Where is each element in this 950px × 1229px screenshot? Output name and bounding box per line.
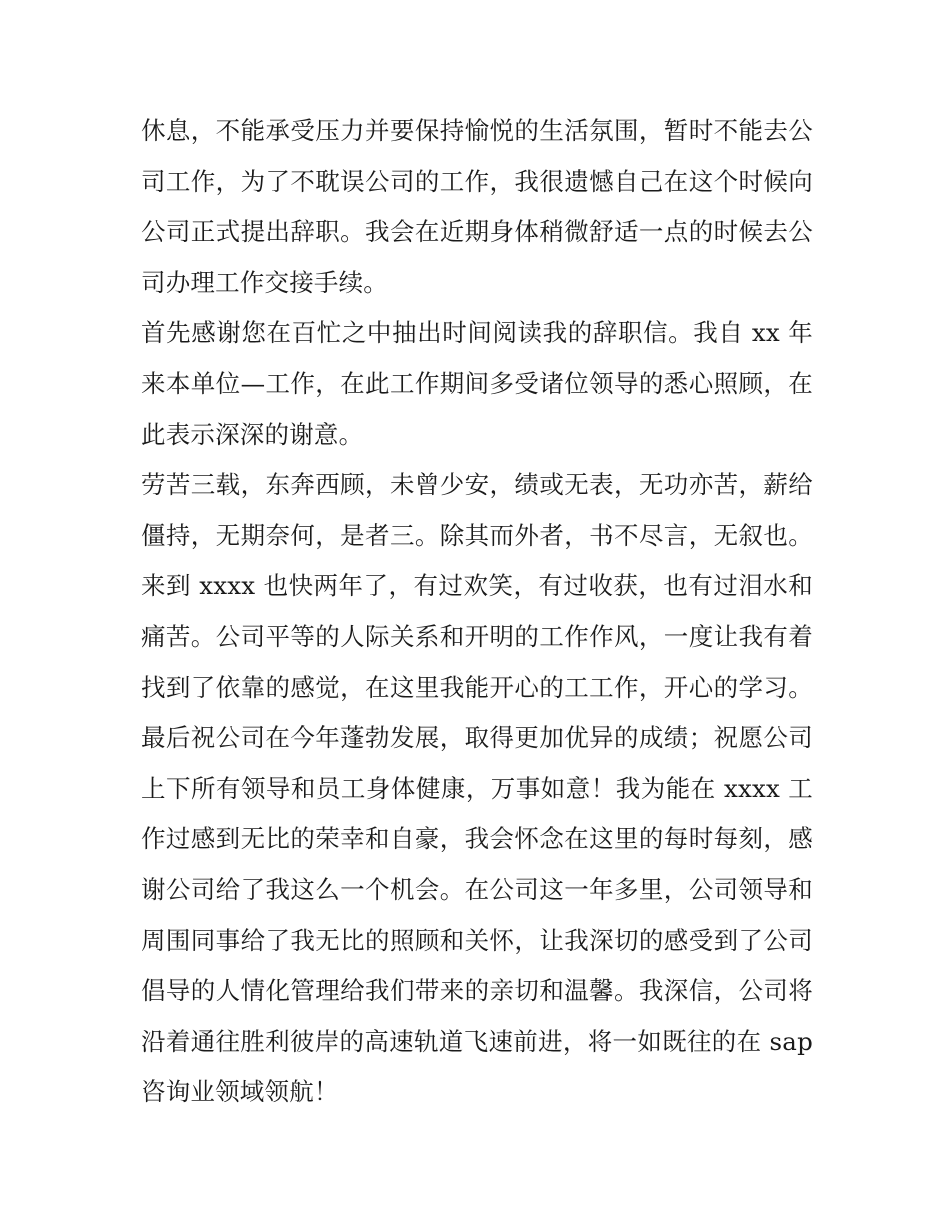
- text-line: 来本单位—工作，在此工作期间多受诸位领导的悉心照顾，在: [141, 368, 813, 398]
- text-line: 来到 xxxx 也快两年了，有过欢笑，有过收获，也有过泪水和: [141, 571, 813, 601]
- text-line: 上下所有领导和员工身体健康，万事如意！我为能在 xxxx 工: [141, 773, 813, 803]
- text-line: 周围同事给了我无比的照顾和关怀，让我深切的感受到了公司: [141, 925, 813, 955]
- text-line: 沿着通往胜利彼岸的高速轨道飞速前进，将一如既往的在 sap: [141, 1026, 813, 1056]
- text-line: 司办理工作交接手续。: [141, 267, 388, 297]
- letter-body: [141, 106, 813, 1118]
- text-line: 首先感谢您在百忙之中抽出时间阅读我的辞职信。我自 xx 年: [141, 318, 813, 348]
- text-line: 作过感到无比的荣幸和自豪，我会怀念在这里的每时每刻，感: [141, 824, 813, 854]
- text-line: 倡导的人情化管理给我们带来的亲切和温馨。我深信，公司将: [141, 976, 813, 1006]
- text-line: 此表示深深的谢意。: [141, 419, 364, 449]
- text-line: 痛苦。公司平等的人际关系和开明的工作作风，一度让我有着: [141, 621, 813, 651]
- text-line: 谢公司给了我这么一个机会。在公司这一年多里，公司领导和: [141, 874, 813, 904]
- text-line: 司工作，为了不耽误公司的工作，我很遗憾自己在这个时候向: [141, 166, 813, 196]
- text-line: 最后祝公司在今年蓬勃发展，取得更加优异的成绩；祝愿公司: [141, 723, 813, 753]
- text-line: 公司正式提出辞职。我会在近期身体稍微舒适一点的时候去公: [141, 217, 813, 247]
- text-line: 僵持，无期奈何，是者三。除其而外者，书不尽言，无叙也。: [141, 520, 813, 550]
- text-line: 劳苦三载，东奔西顾，未曾少安，绩或无表，无功亦苦，薪给: [141, 470, 813, 500]
- text-line: 咨询业领域领航！: [141, 1077, 339, 1107]
- text-line: 找到了依靠的感觉，在这里我能开心的工工作，开心的学习。: [141, 672, 813, 702]
- text-line: 休息，不能承受压力并要保持愉悦的生活氛围，暂时不能去公: [141, 116, 813, 145]
